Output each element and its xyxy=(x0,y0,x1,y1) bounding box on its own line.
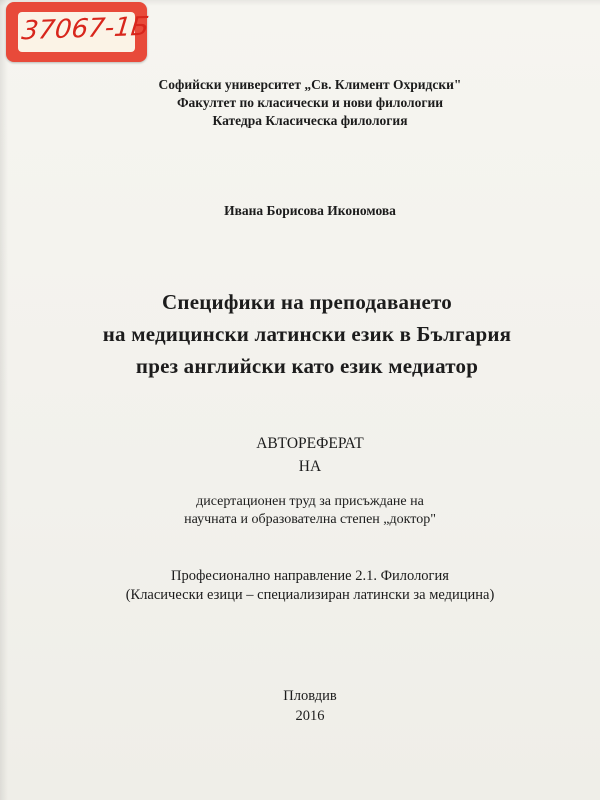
professional-field xyxy=(0,567,600,605)
year: 2016 xyxy=(295,708,325,724)
stamp-code: 37067-1Б xyxy=(20,11,151,47)
dissertation-title xyxy=(0,286,600,382)
department-name: Катедра Класическа филология xyxy=(212,113,408,128)
stamp-label xyxy=(18,11,151,52)
author-name: Ивана Борисова Икономова xyxy=(224,203,396,218)
abstract-label: АВТОРЕФЕРАТ xyxy=(256,435,364,452)
author-block xyxy=(0,203,600,219)
library-stamp-sticker xyxy=(6,2,151,62)
title-line-2: на медицински латински език в България xyxy=(102,322,512,346)
title-line-3: през английски като език медиатор xyxy=(135,354,479,378)
city: Пловдив xyxy=(283,688,337,704)
field-line-1: Професионално направление 2.1. Филология xyxy=(171,568,449,584)
title-line-1: Специфики на преподаването xyxy=(162,290,452,314)
abstract-line-2: научната и образователна степен „доктор" xyxy=(184,512,436,527)
place-and-year xyxy=(0,686,600,726)
institution-header xyxy=(0,76,600,130)
abstract-description xyxy=(0,493,600,529)
abstract-line-1: дисертационен труд за присъждане на xyxy=(196,494,424,509)
abstract-on: НА xyxy=(298,458,322,475)
field-line-2: (Класически езици – специализиран латински за медицина) xyxy=(125,587,495,603)
faculty-name: Факултет по класически и нови филологии xyxy=(176,95,444,110)
abstract-heading xyxy=(0,432,600,478)
university-name: Софийски университет „Св. Климент Охридски" xyxy=(158,77,462,92)
